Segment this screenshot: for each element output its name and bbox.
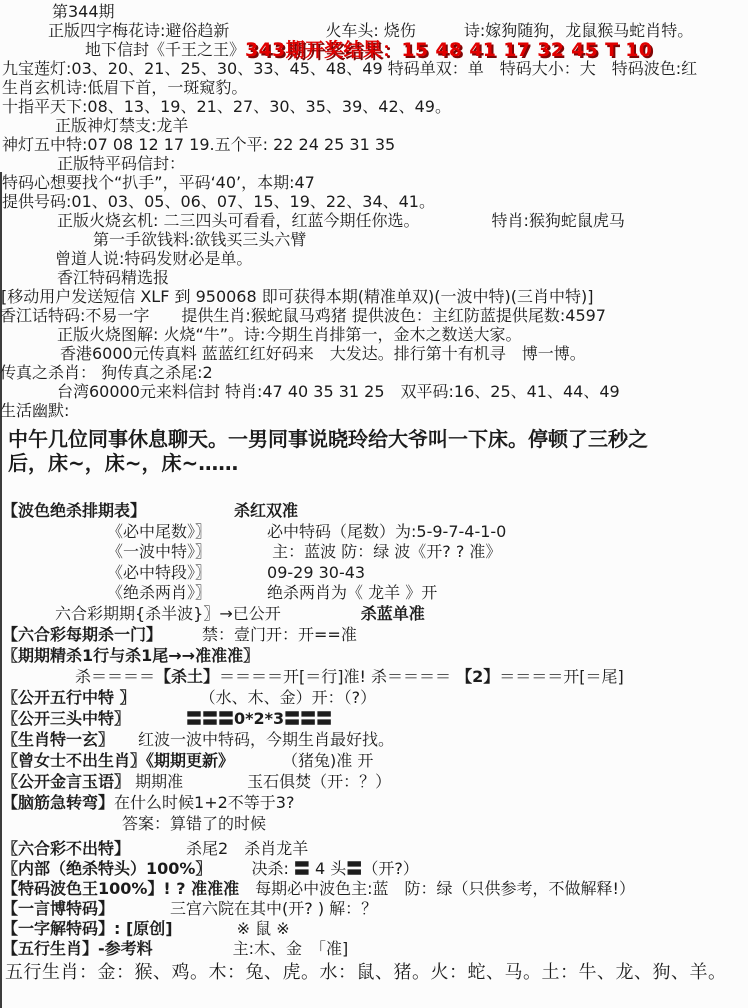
text-segment: 〖内部（绝杀特头）100%〗: [2, 859, 204, 878]
yizi-line: [0, 919, 748, 939]
sha-tu-line: [0, 666, 748, 687]
text-segment: 杀＝＝＝＝: [75, 667, 156, 686]
santou-zhongte-line: [0, 708, 748, 729]
text-segment: 〖公开金言玉语〗: [2, 772, 131, 791]
envelope-result-line: [0, 40, 748, 59]
sms-line: [0, 287, 748, 306]
text-segment: 答案：算错了的时候: [122, 814, 267, 833]
text-segment: 正版火烧图解: 火烧“牛”。诗:今期生肖排第一，金木之数送大家。: [57, 325, 522, 344]
text-segment: （猪兔)准 开: [226, 751, 374, 770]
hk6000-line: [0, 344, 748, 363]
text-segment: （水、木、金）开：（?）: [127, 688, 377, 707]
text-segment: 香江话特码:不易一字 提供生肖:猴蛇鼠马鸡猪 提供波色：主红防蓝提供尾数:4597: [0, 306, 606, 325]
text-segment: 〓: [346, 859, 363, 878]
text-segment: 〖六合彩不出特】: [2, 839, 123, 858]
envelope-header-line: [0, 154, 748, 173]
wuxing-shengxiao-line: [0, 961, 748, 985]
text-segment: 杀尾2 杀肖龙羊: [122, 839, 309, 858]
text-segment: 正版特平码信封：: [57, 154, 186, 173]
huoshao-xuanji-line: [0, 211, 748, 230]
yibo-zhongte-line: [0, 542, 748, 563]
bizhong-teduan-line: [0, 563, 748, 584]
text-segment: 〖公开五行中特 〗: [2, 688, 128, 707]
wuxing-zhongte-line: [0, 687, 748, 708]
tema-hint-line: [0, 173, 748, 192]
text-segment: 正版神灯禁支:龙羊: [55, 116, 189, 135]
jinyan-yuyu-line: [0, 771, 748, 792]
text-segment: 《一波中特》〗: [107, 542, 204, 561]
text-segment: 4 头: [309, 859, 347, 878]
text-segment: ＝＝＝＝开[＝尾]: [499, 667, 624, 686]
bizhong-weishu-line: [0, 522, 748, 543]
text-segment: ※ 鼠 ※: [172, 919, 290, 938]
text-segment: 必中特码（尾数）为:5-9-7-4-1-0: [203, 521, 507, 541]
text-segment: 〖生肖特一玄〗: [2, 730, 107, 749]
text-segment: 〖公开三头中特〗: [2, 709, 123, 728]
text-segment: 玉石俱焚（开：？）: [183, 772, 392, 791]
text-segment: 香港6000元传真料 蓝蓝红红好码来 大发达。排行第十有机寻 博一博。: [60, 344, 586, 363]
text-segment: 【波色绝杀排期表】: [2, 501, 139, 520]
text-segment: 正版火烧玄机: 二三四头可看看，红蓝今期任你选。 特肖:猴狗蛇鼠虎马: [57, 211, 625, 230]
humor-header-line: [0, 401, 748, 420]
text-segment: [移动用户发送短信 XLF 到 950068 即可获得本期(精准单双)(一波中特)(三肖中特)]: [1, 287, 594, 306]
juesha-liangxiao-line: [0, 583, 748, 604]
text-segment: 杀红双准: [234, 501, 299, 520]
text-segment: 生活幽默:: [0, 401, 70, 420]
text-segment: 〖曾女士不出生肖〗《期期更新》: [2, 751, 227, 770]
text-segment: 09-29 30-43: [203, 562, 366, 582]
text-segment: 曾道人说:特码发财必是单。: [55, 249, 253, 268]
text-segment: 《必中尾数》〗: [107, 521, 204, 541]
answer-line: [0, 813, 748, 834]
text-segment: [281, 604, 361, 623]
text-segment: 〓: [293, 859, 310, 878]
humor-line-1: [0, 427, 748, 451]
numbers-line: [0, 192, 748, 211]
text-segment: 【杀土】: [155, 667, 220, 686]
text-segment: 【2】: [456, 667, 500, 686]
shendeng-five-line: [0, 135, 748, 154]
block-a-section: [0, 2, 748, 420]
text-segment: 六合彩期期{杀半波}〗→已公开: [55, 603, 281, 623]
text-segment: 每期必中波色主:蓝 防：绿（只供参考，不做解释!）: [239, 879, 635, 898]
buchute-line: [0, 839, 748, 859]
text-segment: 传真之杀肖： 狗传真之杀尾:2: [0, 363, 213, 382]
sha-yimen-line: [0, 624, 748, 645]
text-segment: 主:木、金 「准]: [152, 939, 349, 958]
bottom-block-section: [0, 961, 748, 985]
block-d-section: [0, 839, 748, 959]
text-segment: [138, 501, 234, 520]
zengnvshi-line: [0, 750, 748, 771]
text-segment: 神灯五中特:07 08 12 17 19.五个平: 22 24 25 31 35: [2, 135, 396, 154]
jiubao-lamp-line: [0, 59, 748, 78]
text-segment: 【六合彩每期杀一门】: [2, 625, 155, 644]
wuxing-ref-line: [0, 939, 748, 959]
zengdaoren-line: [0, 249, 748, 268]
plum-poem-line: [0, 21, 748, 40]
xiangjiang-tema-line: [0, 306, 748, 325]
text-segment: 三宫六院在其中(开? ) 解：？: [106, 899, 378, 918]
humor-line-2: [0, 451, 748, 475]
block-b-section: [0, 501, 748, 624]
text-segment: 【一言博特码】: [2, 899, 107, 918]
text-segment: 主：蓝波 防：绿 波《开? ? 准》: [203, 542, 502, 561]
text-segment: （开?）: [362, 859, 419, 878]
shizhi-line: [0, 97, 748, 116]
text-segment: 香江特码精选报: [57, 268, 170, 287]
text-segment: 【一字解特码】: [原创]: [2, 919, 173, 938]
text-segment: 后，床~，床~，床~……: [8, 451, 239, 475]
draw-result-banner: 343期开奖结果：15 48 41 17 32 45 T 10: [245, 39, 653, 61]
text-segment: 九宝莲灯:03、20、21、25、30、33、45、48、49 特码单双：单 特码大小：大 特码波色:红: [2, 59, 698, 78]
text-segment: 〖期期精杀1行与杀1尾→→准准准〗: [2, 646, 260, 665]
text-segment: 台湾60000元来料信封 特肖:47 40 35 31 25 双平码:16、25、41、44、49: [57, 382, 620, 401]
block-c-section: [0, 624, 748, 834]
xiangjiang-report-line: [0, 268, 748, 287]
naojin-line: [0, 792, 748, 813]
text-segment: 十指平天下:08、13、19、21、27、30、35、39、42、49。: [2, 97, 451, 116]
text-segment: 生肖玄机诗:低眉下首，一斑窥豹。: [2, 78, 248, 97]
jingsha-line: [0, 645, 748, 666]
shendeng-ban-line: [0, 116, 748, 135]
neibu-line: [0, 859, 748, 879]
text-segment: 决杀:: [203, 859, 294, 878]
text-segment: 绝杀两肖为《 龙羊 》开: [203, 583, 438, 602]
text-segment: 第344期: [52, 2, 115, 21]
taiwan-line: [0, 382, 748, 401]
text-segment: [122, 709, 186, 728]
bosewang-line: [0, 879, 748, 899]
huoshao-tujie-line: [0, 325, 748, 344]
text-segment: 五行生肖：金：猴、鸡。木：兔、虎。水：鼠、猪。火：蛇、马。土：牛、龙、狗、羊。: [5, 962, 727, 983]
text-segment: 期期准: [130, 772, 184, 791]
zodiac-poem-line: [0, 78, 748, 97]
yuqian-line: [0, 230, 748, 249]
text-segment: 杀蓝单准: [360, 603, 425, 623]
text-segment: 《必中特段》〗: [107, 562, 204, 582]
text-segment: 在什么时候1+2不等于3?: [114, 793, 295, 812]
yiyan-line: [0, 899, 748, 919]
text-segment: 【五行生肖】-参考料: [2, 939, 153, 958]
issue-number: [0, 2, 748, 21]
bose-juesha-header: [0, 501, 748, 522]
text-segment: 《绝杀两肖》〗: [107, 583, 204, 602]
text-segment: 中午几位同事休息聊天。一男同事说晓玲给大爷叫一下床。停顿了三秒之: [8, 427, 648, 451]
text-segment: ＝＝＝＝开[＝行]准! 杀＝＝＝＝: [219, 667, 457, 686]
text-segment: 地下信封《千王之王》: [85, 40, 246, 59]
text-segment: 【脑筋急转弯】: [2, 793, 115, 812]
shabanbo-line: [0, 604, 748, 625]
humor-block-section: [0, 427, 748, 475]
chuanzhen-sha-line: [0, 363, 748, 382]
text-segment: 提供号码:01、03、05、06、07、15、19、22、34、41。: [2, 192, 435, 211]
text-segment: 〓〓〓0*2*3〓〓〓: [186, 709, 333, 728]
text-segment: 红波一波中特码，今期生肖最好找。: [106, 730, 395, 749]
text-segment: 正版四字梅花诗:避俗趋新 火车头: 烧伤 诗:嫁狗随狗，龙鼠猴马蛇肖特。: [48, 21, 694, 40]
text-segment: 禁：壹门开：开==准: [154, 625, 357, 644]
text-segment: 第一手欲钱料:欲钱买三头六臂: [93, 230, 307, 249]
shengxiao-te-line: [0, 729, 748, 750]
text-segment: 【特码波色王100%】! ? 准准准: [2, 879, 240, 898]
text-segment: 特码心想要找个“扒手”，平码‘40’，本期:47: [2, 173, 315, 192]
